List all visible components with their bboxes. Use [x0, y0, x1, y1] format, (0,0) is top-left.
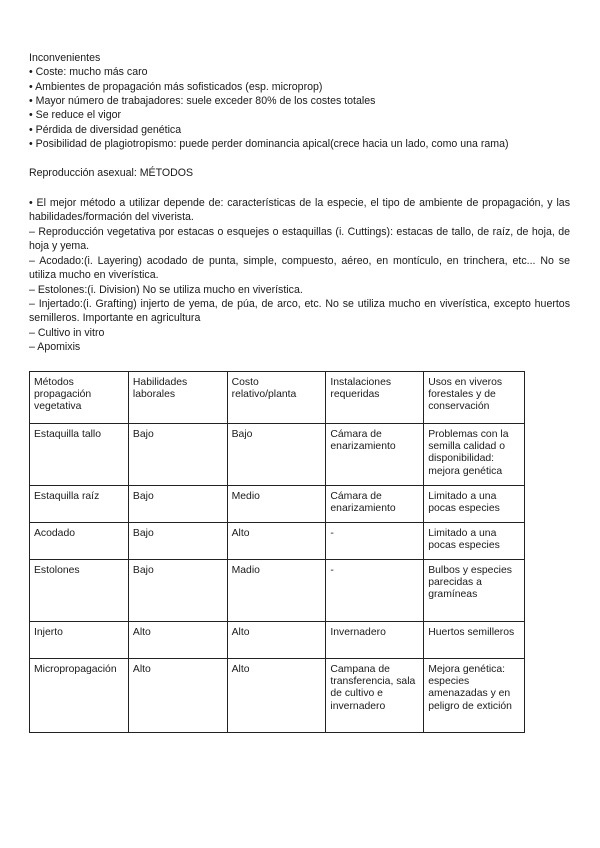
table-cell: Alto — [227, 622, 326, 659]
table-row — [30, 560, 525, 622]
table-cell: Estaquilla tallo — [30, 424, 129, 486]
table-header-cell: Costo relativo/planta — [227, 372, 326, 424]
inconvenientes-heading: Inconvenientes — [29, 52, 101, 64]
table-cell: Acodado — [30, 523, 129, 560]
table-cell: Madio — [227, 560, 326, 622]
paragraph-estacas: – Reproducción vegetativa por estacas o esquejes o estaquillas (i. Cuttings): estacas de tallo, de raíz, de hoja, de hoja y yema. — [29, 226, 570, 253]
table-header-cell: Instalaciones requeridas — [326, 372, 424, 424]
table-header-cell: Usos en viveros forestales y de conservación — [424, 372, 525, 424]
table-cell: Problemas con la semilla calidad o disponibilidad: mejora genética — [424, 424, 525, 486]
table-cell: Bajo — [128, 424, 227, 486]
table-cell: Huertos semilleros — [424, 622, 525, 659]
table-cell: Alto — [128, 622, 227, 659]
paragraph-injertado: – Injertado:(i. Grafting) injerto de yema, de púa, de arco, etc. No se utiliza mucho en viverística, excepto huertos semilleros. Importante en agricultura — [29, 298, 570, 325]
table-cell: Estaquilla raíz — [30, 486, 129, 523]
table-cell: Cámara de enarizamiento — [326, 424, 424, 486]
reproduccion-heading: Reproducción asexual: MÉTODOS — [29, 167, 194, 179]
paragraph-metodo: • El mejor método a utilizar depende de: características de la especie, el tipo de ambiente de propagación, y las habilidades/formación del viverista. — [29, 197, 570, 224]
table-cell: Bajo — [128, 560, 227, 622]
table-cell: Bajo — [128, 486, 227, 523]
inconveniente-item: • Mayor número de trabajadores: suele exceder 80% de los costes totales — [29, 95, 376, 107]
table-cell: Estolones — [30, 560, 129, 622]
table-header-cell: Habilidades laborales — [128, 372, 227, 424]
paragraph-estolones: – Estolones:(i. Division) No se utiliza mucho en viverística. — [29, 284, 303, 296]
table-cell: - — [326, 560, 424, 622]
table-cell: Medio — [227, 486, 326, 523]
table-cell: Mejora genética: especies amenazadas y en peligro de extición — [424, 659, 525, 733]
inconveniente-item: • Ambientes de propagación más sofisticados (esp. microprop) — [29, 81, 323, 93]
table-row — [30, 659, 525, 733]
table-cell: Cámara de enarizamiento — [326, 486, 424, 523]
table-cell: Limitado a una pocas especies — [424, 486, 525, 523]
table-cell: Alto — [227, 523, 326, 560]
table-cell: Invernadero — [326, 622, 424, 659]
paragraph-apomixis: – Apomixis — [29, 341, 81, 353]
table-row — [30, 523, 525, 560]
inconveniente-item: • Coste: mucho más caro — [29, 66, 148, 78]
propagation-methods-table — [29, 371, 525, 733]
inconveniente-item: • Pérdida de diversidad genética — [29, 124, 182, 136]
table-header-cell: Métodos propagación vegetativa — [30, 372, 129, 424]
paragraph-cultivo: – Cultivo in vitro — [29, 327, 105, 339]
table-row — [30, 424, 525, 486]
table-cell: Alto — [227, 659, 326, 733]
table-cell: Limitado a una pocas especies — [424, 523, 525, 560]
table-cell: Micropropagación — [30, 659, 129, 733]
table-cell: - — [326, 523, 424, 560]
table-cell: Bulbos y especies parecidas a gramíneas — [424, 560, 525, 622]
table-row — [30, 622, 525, 659]
table-cell: Injerto — [30, 622, 129, 659]
table-cell: Campana de transferencia, sala de cultivo e invernadero — [326, 659, 424, 733]
table-row — [30, 486, 525, 523]
table-cell: Bajo — [227, 424, 326, 486]
table-cell: Bajo — [128, 523, 227, 560]
paragraph-acodado: – Acodado:(i. Layering) acodado de punta, simple, compuesto, aéreo, en montículo, en trinchera, etc... No se utiliza mucho en viverística. — [29, 255, 570, 282]
inconveniente-item: • Se reduce el vigor — [29, 109, 122, 121]
table-cell: Alto — [128, 659, 227, 733]
table-header-row — [30, 372, 525, 424]
inconveniente-item: • Posibilidad de plagiotropismo: puede perder dominancia apical(crece hacia un lado, como una rama) — [29, 138, 509, 150]
